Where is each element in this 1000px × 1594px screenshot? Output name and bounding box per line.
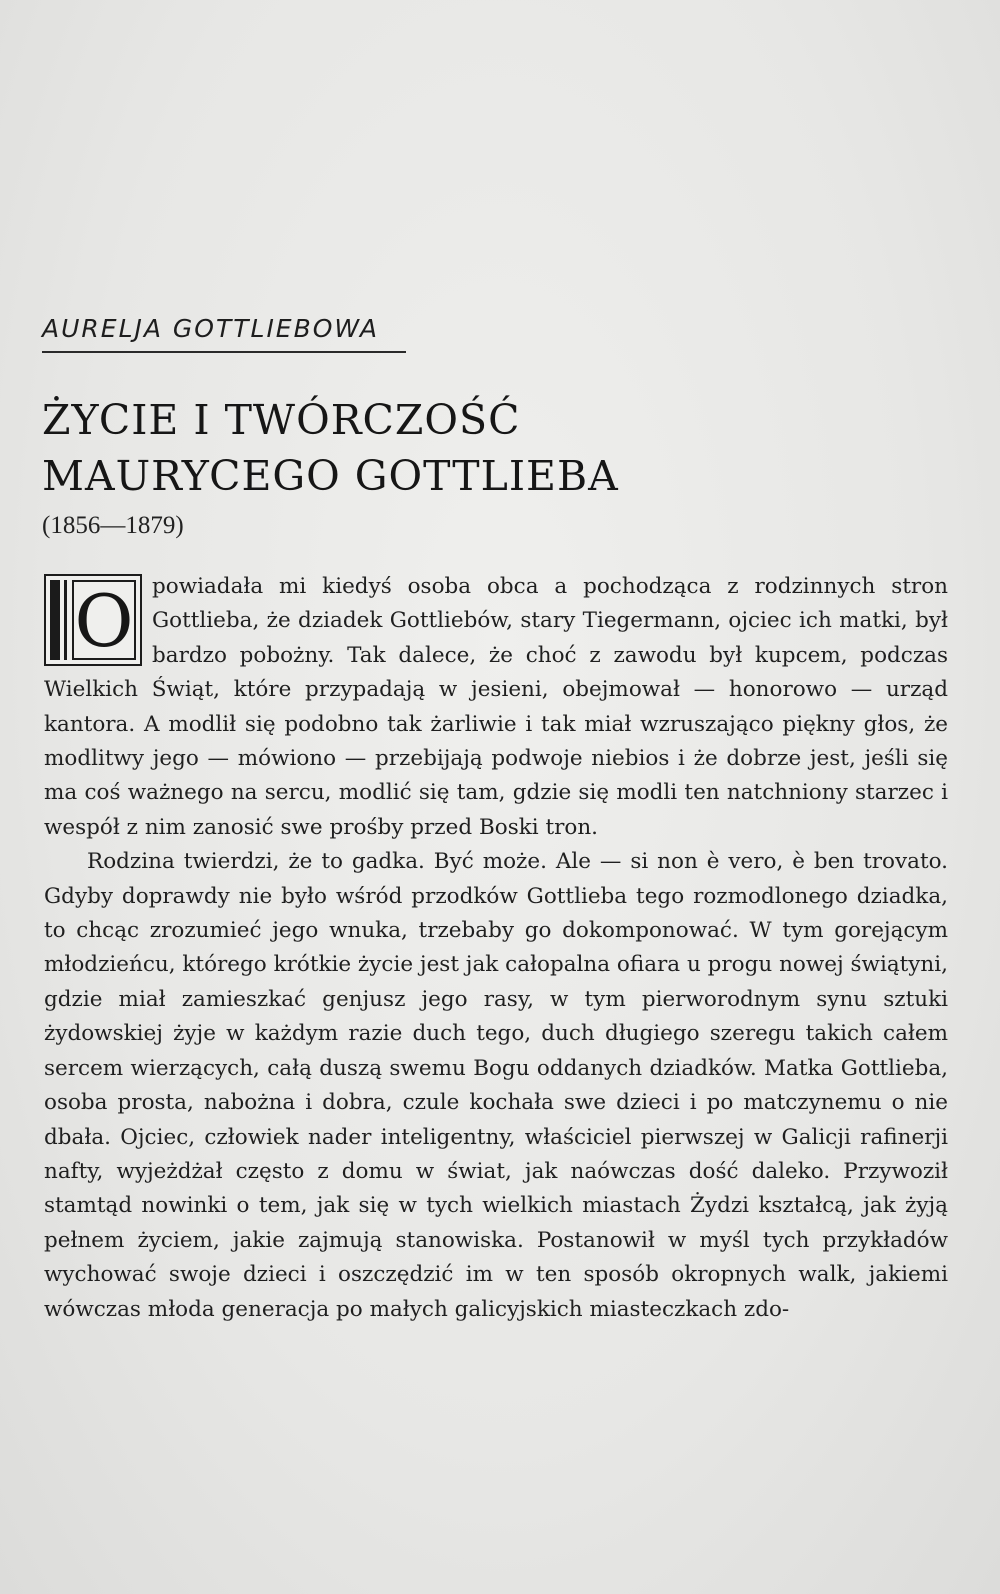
life-dates: (1856—1879) (42, 512, 184, 539)
paragraph-1 (44, 570, 948, 845)
drop-cap-ornament (44, 574, 142, 666)
paragraph-2: Rodzina twierdzi, że to gadka. Być może. Ale — si non è vero, è ben trovato. Gdyby doprawdy nie było wśród przodków Gottlieba tego rozmodlonego dziadka, to chcąc zrozumieć jego wnuka, trzebaby go dokomponować. W tym gorejącym młodzieńcu, którego krótkie życie jest jak całopalna ofiara u progu nowej świątyni, gdzie miał zamieszkać genjusz jego rasy, w tym pierworodnym synu sztuki żydowskiej żyje w każdym razie duch tego, duch długiego szeregu takich całem sercem wierzących, całą duszą swemu Bogu oddanych dziadków. Matka Gottlieba, osoba prosta, nabożna i dobra, czule kochała swe dzieci i po matczynemu o nie dbała. Ojciec, człowiek nader inteligentny, właściciel pierwszej w Galicji rafinerji nafty, wyjeżdżał często z domu w świat, jak naówczas dość daleko. Przywoził stamtąd nowinki o tem, jak się w tych wielkich miastach Żydzi kształcą, jak żyją pełnem życiem, jakie zajmują stanowiska. Postanowił w myśl tych przykładów wychować swoje dzieci i oszczędzić im w ten sposób okropnych walk, jakiemi wówczas młoda generacja po małych galicyjskich miasteczkach zdo- (44, 849, 948, 1322)
author-name: AURELJA GOTTLIEBOWA (42, 314, 380, 343)
body-text (44, 570, 948, 1327)
chapter-title (42, 392, 742, 504)
chapter-title-line-1: ŻYCIE I TWÓRCZOŚĆ (42, 396, 521, 444)
drop-cap-letter: O (74, 579, 134, 663)
paragraph-1-text: powiadała mi kiedyś osoba obca a pochodząca z rodzinnych stron Gottlieba, że dziadek Gottliebów, stary Tiegermann, ojciec ich matki, był bardzo pobożny. Tak dalece, że choć z zawodu był kupcem, podczas Wielkich Świąt, które przypadają w jesieni, obejmował — honorowo — urząd kantora. A modlił się podobno tak żarliwie i tak miał wzruszająco piękny głos, że modlitwy jego — mówiono — przebijają podwoje niebios i że dobrze jest, jeśli się ma coś ważnego na sercu, modlić się tam, gdzie się modli ten natchniony starzec i wespół z nim zanosić swe prośby przed Boski tron. (44, 574, 948, 840)
drop-cap-thick-bar (50, 580, 60, 660)
drop-cap-thin-bar (64, 580, 67, 660)
author-underline (42, 351, 406, 353)
chapter-title-line-2: MAURYCEGO GOTTLIEBA (42, 452, 619, 500)
